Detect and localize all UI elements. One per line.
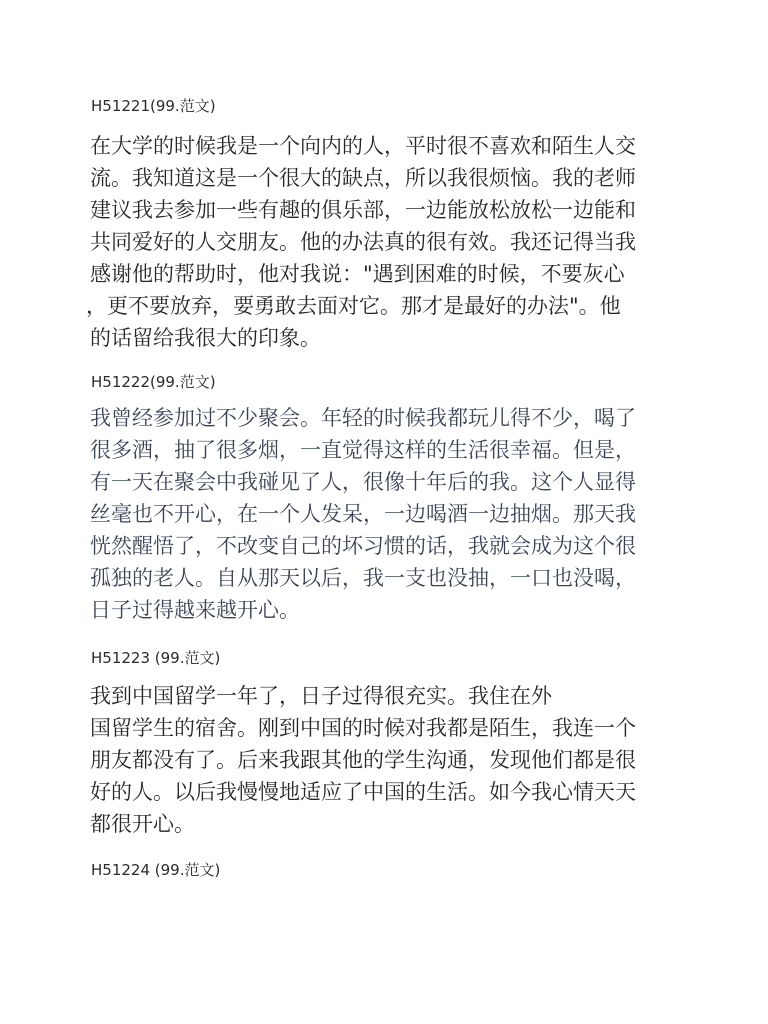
paragraph-line: 建议我去参加一些有趣的俱乐部，一边能放松放松一边能和 xyxy=(90,198,636,222)
paragraph-line: 流。我知道这是一个很大的缺点，所以我很烦恼。我的老师 xyxy=(90,166,636,190)
section-heading-h51221: H51221(99.范文) xyxy=(91,97,216,115)
section-heading-h51223: H51223 (99.范文) xyxy=(91,649,221,667)
paragraph-line: 丝毫也不开心，在一个人发呆，一边喝酒一边抽烟。那天我 xyxy=(90,502,636,526)
paragraph-line: 朋友都没有了。后来我跟其他的学生沟通，发现他们都是很 xyxy=(90,748,636,772)
section-heading-h51222: H51222(99.范文) xyxy=(91,373,216,391)
paragraph-line: 的话留给我很大的印象。 xyxy=(90,326,321,350)
paragraph-line: 我曾经参加过不少聚会。年轻的时候我都玩儿得不少，喝了 xyxy=(90,406,636,430)
section-heading-h51224: H51224 (99.范文) xyxy=(91,861,221,879)
paragraph-line: 孤独的老人。自从那天以后，我一支也没抽，一口也没喝， xyxy=(90,566,636,590)
paragraph-line: 我到中国留学一年了，日子过得很充实。我住在外 xyxy=(90,684,552,708)
paragraph-line: 好的人。以后我慢慢地适应了中国的生活。如今我心情天天 xyxy=(90,780,636,804)
paragraph-h51223 xyxy=(90,680,690,840)
paragraph-line: 都很开心。 xyxy=(90,812,195,836)
paragraph-line: 国留学生的宿舍。刚到中国的时候对我都是陌生，我连一个 xyxy=(90,716,636,740)
paragraph-line: 很多酒，抽了很多烟，一直觉得这样的生活很幸福。但是， xyxy=(90,438,636,462)
paragraph-line: 在大学的时候我是一个向内的人，平时很不喜欢和陌生人交 xyxy=(90,134,636,158)
paragraph-line: 有一天在聚会中我碰见了人，很像十年后的我。这个人显得 xyxy=(90,470,636,494)
paragraph-line: 感谢他的帮助时，他对我说："遇到困难的时候，不要灰心 xyxy=(90,262,625,286)
paragraph-line: 日子过得越来越开心。 xyxy=(90,598,300,622)
paragraph-line: ，更不要放弃，要勇敢去面对它。那才是最好的办法"。他 xyxy=(86,294,621,318)
paragraph-h51221 xyxy=(86,130,690,354)
paragraph-line: 恍然醒悟了，不改变自己的坏习惯的话，我就会成为这个很 xyxy=(90,534,636,558)
paragraph-h51222 xyxy=(90,402,690,626)
paragraph-line: 共同爱好的人交朋友。他的办法真的很有效。我还记得当我 xyxy=(90,230,636,254)
